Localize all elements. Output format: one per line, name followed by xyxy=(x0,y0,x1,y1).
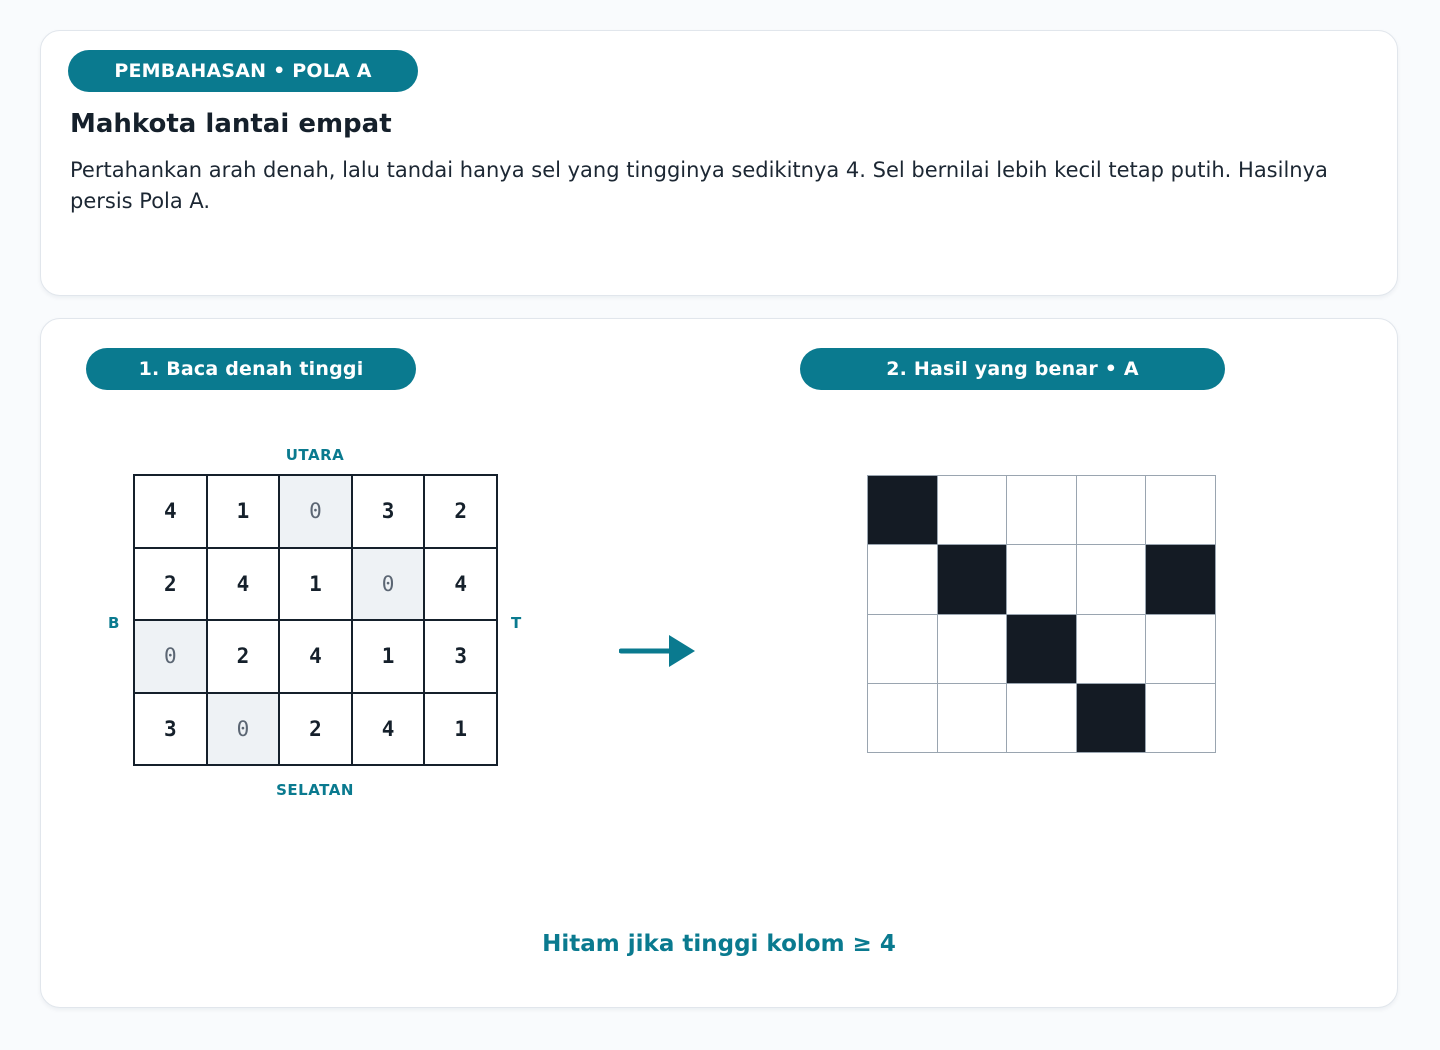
rule-caption: Hitam jika tinggi kolom ≥ 4 xyxy=(542,931,896,957)
step2-badge: 2. Hasil yang benar • A xyxy=(800,348,1225,390)
height-cell: 2 xyxy=(280,694,353,767)
height-cell: 4 xyxy=(135,476,208,549)
height-cell: 0 xyxy=(353,549,426,622)
height-cell: 2 xyxy=(208,621,281,694)
height-cell: 3 xyxy=(135,694,208,767)
direction-west-label: B xyxy=(108,614,120,632)
height-cell: 4 xyxy=(208,549,281,622)
height-cell: 0 xyxy=(135,621,208,694)
intro-title: Mahkota lantai empat xyxy=(70,109,392,139)
intro-description: Pertahankan arah denah, lalu tandai hanya sel yang tingginya sedikitnya 4. Sel bernilai lebih kecil tetap putih. Hasilnya persis Pola A. xyxy=(70,158,1328,213)
height-cell: 1 xyxy=(353,621,426,694)
height-cell: 3 xyxy=(353,476,426,549)
result-cell-black xyxy=(938,545,1008,614)
result-cell-white xyxy=(1146,615,1216,684)
height-map-grid xyxy=(133,474,498,766)
result-pattern-grid xyxy=(867,475,1216,753)
result-cell-white xyxy=(868,545,938,614)
height-cell: 1 xyxy=(208,476,281,549)
result-cell-white xyxy=(868,615,938,684)
result-cell-black xyxy=(1146,545,1216,614)
result-cell-white xyxy=(1007,545,1077,614)
height-cell: 3 xyxy=(425,621,498,694)
arrow-right-icon xyxy=(619,633,697,669)
result-cell-white xyxy=(1146,476,1216,545)
result-cell-black xyxy=(1007,615,1077,684)
result-cell-white xyxy=(868,684,938,753)
result-cell-white xyxy=(938,615,1008,684)
height-cell: 4 xyxy=(280,621,353,694)
result-cell-black xyxy=(1077,684,1147,753)
result-cell-white xyxy=(1007,684,1077,753)
diagram-card xyxy=(40,318,1398,1008)
height-cell: 4 xyxy=(425,549,498,622)
result-cell-black xyxy=(868,476,938,545)
result-cell-white xyxy=(1077,545,1147,614)
section-badge: PEMBAHASAN • POLA A xyxy=(68,50,418,92)
intro-card xyxy=(40,30,1398,296)
height-cell: 0 xyxy=(280,476,353,549)
result-cell-white xyxy=(1007,476,1077,545)
height-cell: 2 xyxy=(135,549,208,622)
height-cell: 4 xyxy=(353,694,426,767)
step1-badge: 1. Baca denah tinggi xyxy=(86,348,416,390)
height-cell: 0 xyxy=(208,694,281,767)
result-cell-white xyxy=(938,476,1008,545)
height-cell: 1 xyxy=(425,694,498,767)
direction-south-label: SELATAN xyxy=(276,781,354,799)
result-cell-white xyxy=(938,684,1008,753)
height-cell: 1 xyxy=(280,549,353,622)
direction-east-label: T xyxy=(511,614,522,632)
direction-north-label: UTARA xyxy=(285,446,345,464)
result-cell-white xyxy=(1146,684,1216,753)
result-cell-white xyxy=(1077,476,1147,545)
result-cell-white xyxy=(1077,615,1147,684)
height-cell: 2 xyxy=(425,476,498,549)
